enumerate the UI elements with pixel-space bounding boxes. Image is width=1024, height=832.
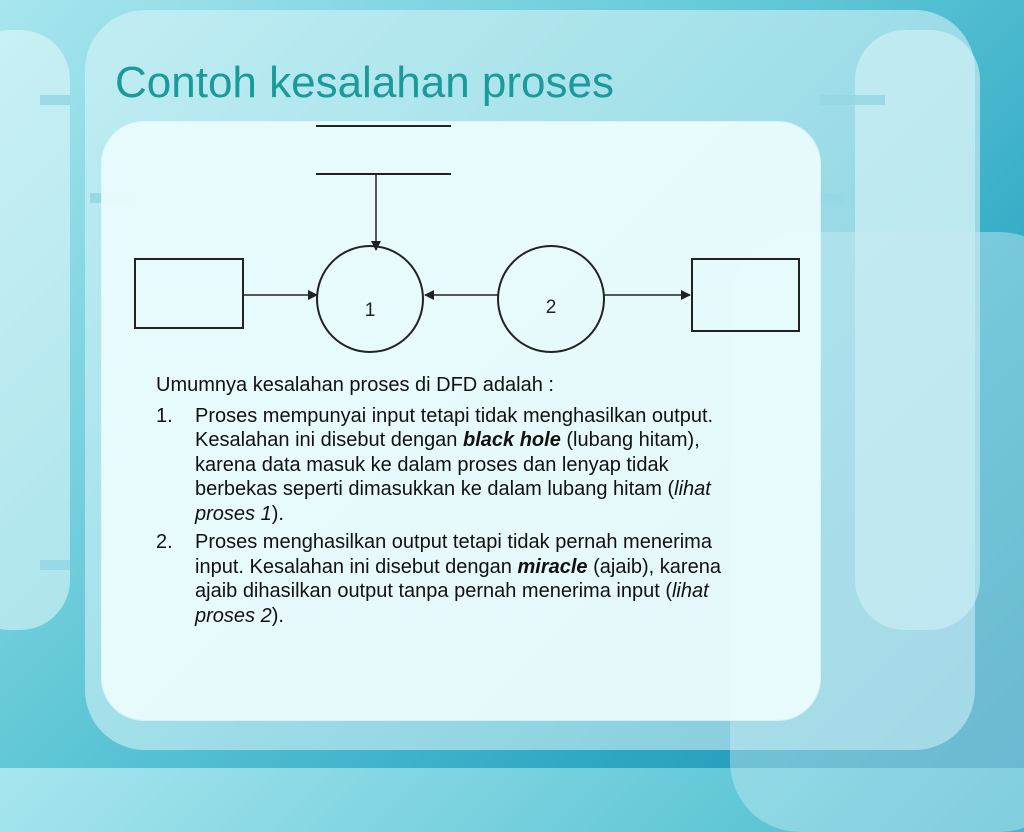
list-item bbox=[156, 530, 756, 628]
list-number: 1. bbox=[156, 404, 173, 427]
external-entity-left bbox=[135, 259, 243, 328]
external-entity-right bbox=[692, 259, 799, 331]
term-miracle: miracle bbox=[517, 555, 588, 578]
process-1-circle bbox=[317, 246, 423, 352]
item-text: Proses menghasilkan output tetapi tidak pernah menerima input. Kesalahan ini disebut dengan bbox=[195, 531, 712, 578]
item-text: ). bbox=[271, 604, 284, 627]
process-2-label: 2 bbox=[545, 297, 557, 318]
item-text: (ajaib), karena ajaib dihasilkan output tanpa pernah menerima input ( bbox=[195, 555, 721, 602]
reference-text: lihat proses 1 bbox=[195, 478, 711, 525]
list-item bbox=[156, 404, 756, 527]
error-list bbox=[156, 404, 756, 629]
item-text: ). bbox=[271, 502, 284, 525]
item-text: (lubang hitam), karena data masuk ke dalam proses dan lenyap tidak berbekas seperti dimasukkan ke dalam lubang hitam ( bbox=[195, 429, 700, 500]
item-text: Proses mempunyai input tetapi tidak menghasilkan output. Kesalahan ini disebut dengan bbox=[195, 404, 714, 451]
body-text bbox=[156, 373, 756, 632]
term-black-hole: black hole bbox=[463, 429, 561, 451]
intro-text: Umumnya kesalahan proses di DFD adalah : bbox=[156, 374, 554, 396]
reference-text: lihat proses 2 bbox=[195, 580, 709, 627]
slide-title: Contoh kesalahan proses bbox=[115, 58, 614, 107]
list-number: 2. bbox=[156, 531, 173, 553]
process-1-label: 1 bbox=[364, 300, 376, 321]
